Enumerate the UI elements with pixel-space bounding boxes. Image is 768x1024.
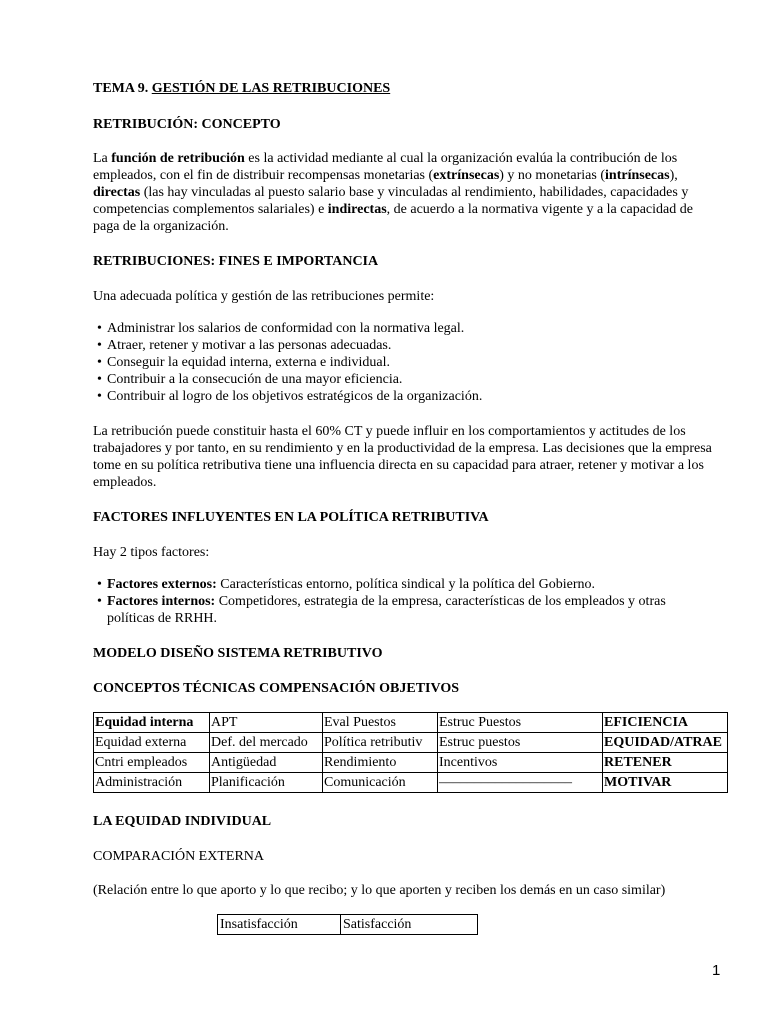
table-row — [218, 915, 478, 935]
heading-fines: RETRIBUCIONES: FINES E IMPORTANCIA — [93, 254, 379, 269]
table-cell: Equidad externa — [94, 733, 210, 753]
compensation-table — [93, 712, 728, 793]
relacion-text: (Relación entre lo que aporto y lo que recibo; y lo que aporten y reciben los demás en un caso similar) — [93, 883, 666, 898]
satisfaction-table — [217, 914, 478, 935]
table-cell: Administración — [94, 773, 210, 793]
factores-bullet-list — [93, 576, 683, 627]
table-cell: Cntri empleados — [94, 753, 210, 773]
text: (las hay vinculadas al puesto salario base y vinculadas al rendimiento, habilidades, capacidades y competencias complementos salariales) e — [93, 185, 689, 217]
heading-concepto: RETRIBUCIÓN: CONCEPTO — [93, 117, 281, 132]
title-prefix: TEMA 9. — [93, 81, 152, 96]
text: es la actividad mediante al cual la organización evalúa la contribución de los empleados, con el fin de distribuir recompensas monetarias ( — [93, 151, 678, 183]
table-row — [94, 733, 728, 753]
bold-term: Factores internos: — [107, 594, 216, 609]
table-cell-objective: RETENER — [603, 753, 728, 773]
bold-term: Factores externos: — [107, 577, 217, 592]
table-cell: Planificación — [210, 773, 323, 793]
factores-intro: Hay 2 tipos factores: — [93, 545, 210, 560]
table-cell-objective: MOTIVAR — [603, 773, 728, 793]
fines-bullet-list — [93, 320, 723, 405]
bold-term: intrínsecas — [605, 168, 670, 183]
table-cell: APT — [210, 713, 323, 733]
text: La — [93, 151, 112, 166]
table-cell: Incentivos — [438, 753, 603, 773]
title-underlined: GESTIÓN DE LAS RETRIBUCIONES — [151, 81, 391, 96]
page-number: 1 — [712, 962, 721, 979]
document-title — [93, 80, 390, 97]
text: ), — [669, 168, 678, 183]
table-cell: Equidad interna — [94, 713, 210, 733]
table-cell: Eval Puestos — [323, 713, 438, 733]
table-cell: Insatisfacción — [218, 915, 341, 935]
table-cell-objective: EQUIDAD/ATRAE — [603, 733, 728, 753]
text: ) y no monetarias ( — [499, 168, 606, 183]
heading-equidad-individual: LA EQUIDAD INDIVIDUAL — [93, 814, 272, 829]
table-cell-objective: EFICIENCIA — [603, 713, 728, 733]
paragraph-fines: La retribución puede constituir hasta el 60% CT y puede influir en los comportamientos y actitudes de los trabajadores y por tanto, en su rendimiento y en la productividad de la empresa. Las decisiones que la empresa tome en su política retributiva tiene una influencia directa en su capacidad para atraer, retener y motivar a los empleados. — [93, 424, 712, 490]
heading-modelo: MODELO DISEÑO SISTEMA RETRIBUTIVO — [93, 646, 383, 661]
table-cell: Satisfacción — [341, 915, 478, 935]
table-cell: Antigüedad — [210, 753, 323, 773]
list-item: • Contribuir a la consecución de una mayor eficiencia. — [93, 371, 723, 388]
table-cell: ––––––––––––––––––– — [438, 773, 603, 793]
table-cell: Def. del mercado — [210, 733, 323, 753]
list-item: • Administrar los salarios de conformidad con la normativa legal. — [93, 320, 723, 337]
table-row — [94, 773, 728, 793]
list-item: • Contribuir al logro de los objetivos estratégicos de la organización. — [93, 388, 723, 405]
heading-factores: FACTORES INFLUYENTES EN LA POLÍTICA RETRIBUTIVA — [93, 510, 489, 525]
list-item: • Conseguir la equidad interna, externa e individual. — [93, 354, 723, 371]
table-cell: Estruc Puestos — [438, 713, 603, 733]
paragraph-concepto — [93, 150, 703, 235]
bold-term: indirectas — [327, 202, 387, 217]
list-item-factores-internos — [93, 593, 683, 627]
bold-term: función de retribución — [111, 151, 245, 166]
heading-comparacion-externa: COMPARACIÓN EXTERNA — [93, 849, 265, 864]
text: , de acuerdo a la normativa vigente y a la capacidad de paga de la organización. — [93, 202, 693, 234]
table-cell: Política retributiv — [323, 733, 438, 753]
heading-conceptos: CONCEPTOS TÉCNICAS COMPENSACIÓN OBJETIVOS — [93, 681, 459, 696]
bold-term: directas — [93, 185, 141, 200]
fines-intro: Una adecuada política y gestión de las retribuciones permite: — [93, 289, 435, 304]
table-row — [94, 753, 728, 773]
bold-term: extrínsecas — [433, 168, 500, 183]
text: Características entorno, política sindical y la política del Gobierno. — [216, 577, 596, 592]
table-cell: Comunicación — [323, 773, 438, 793]
list-item-factores-externos — [93, 576, 683, 593]
table-cell: Rendimiento — [323, 753, 438, 773]
table-row — [94, 713, 728, 733]
text: Competidores, estrategia de la empresa, características de los empleados y otras políticas de RRHH. — [107, 594, 666, 626]
list-item: • Atraer, retener y motivar a las personas adecuadas. — [93, 337, 723, 354]
table-cell: Estruc puestos — [438, 733, 603, 753]
